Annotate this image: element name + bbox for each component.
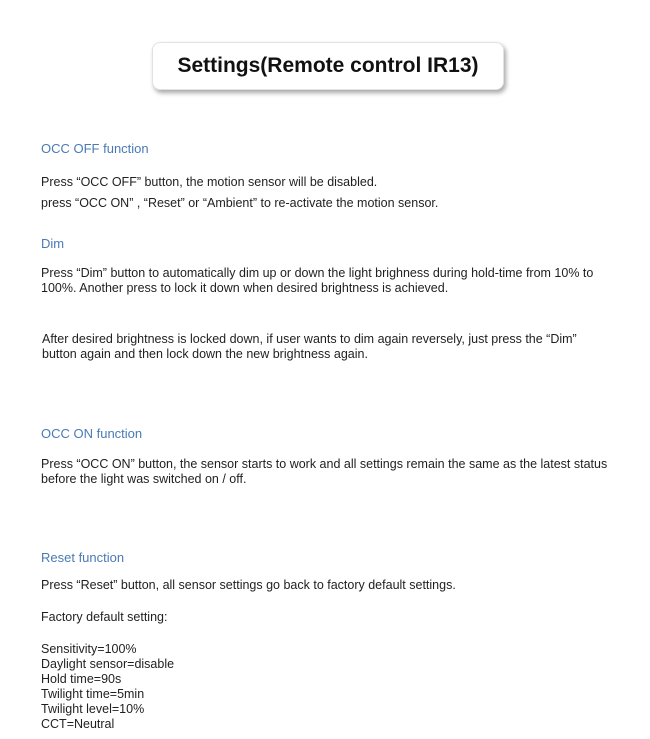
heading-occ-off: OCC OFF function	[41, 141, 149, 156]
list-item: Hold time=90s	[41, 672, 122, 686]
list-item: Twilight level=10%	[41, 702, 145, 716]
factory-default-list	[41, 642, 174, 732]
heading-reset: Reset function	[41, 550, 125, 565]
heading-dim: Dim	[41, 236, 65, 251]
list-item: Sensitivity=100%	[41, 642, 137, 656]
factory-default-label: Factory default setting:	[41, 610, 168, 624]
dim-text-2: After desired brightness is locked down, if user wants to dim again reversely, just press the “Dim” button again and then lock down the new brightness again.	[42, 332, 577, 361]
occ-off-line-1: Press “OCC OFF” button, the motion sensor will be disabled.	[41, 175, 378, 189]
page-title: Settings(Remote control IR13)	[152, 42, 504, 90]
heading-occ-on: OCC ON function	[41, 426, 143, 441]
list-item: Daylight sensor=disable	[41, 657, 175, 671]
occ-on-text: Press “OCC ON” button, the sensor starts to work and all settings remain the same as the latest status before the light was switched on / off.	[41, 457, 608, 486]
occ-off-text	[41, 175, 631, 211]
list-item: Twilight time=5min	[41, 687, 145, 701]
reset-text: Press “Reset” button, all sensor settings go back to factory default settings.	[41, 578, 456, 592]
occ-off-line-2: press “OCC ON” , “Reset” or “Ambient” to re-activate the motion sensor.	[41, 196, 439, 210]
list-item: CCT=Neutral	[41, 717, 115, 731]
dim-text-1: Press “Dim” button to automatically dim up or down the light brighness during hold-time from 10% to 100%. Another press to lock it down when desired brightness is achieved.	[41, 266, 594, 295]
